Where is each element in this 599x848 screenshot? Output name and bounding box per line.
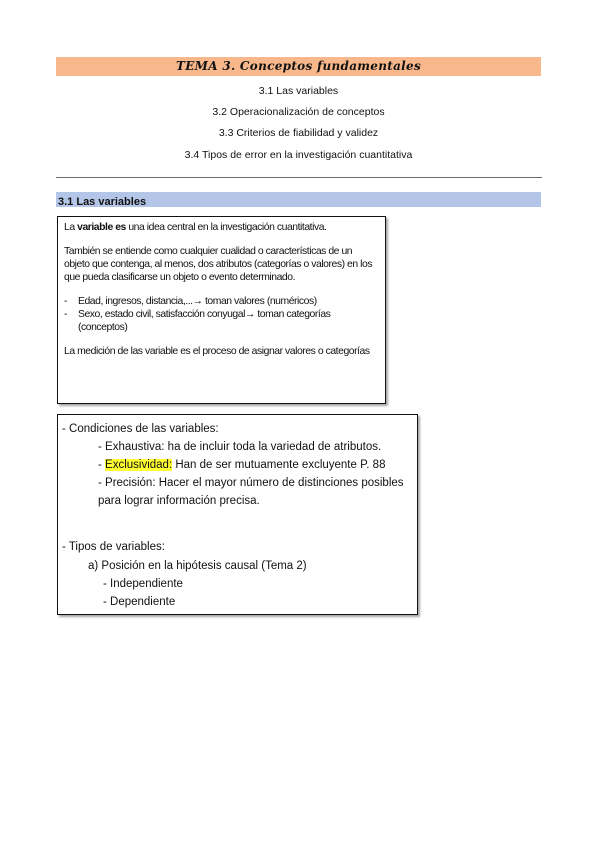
bullet-text: Edad, ingresos, distancia,...→ toman valores (numéricos): [78, 296, 317, 307]
exclusividad-highlight: Exclusividad:: [105, 459, 173, 471]
definition-paragraph: También se entiende como cualquier cualidad o características de un objeto que contenga, al menos, dos atributos (categorías o valores) en los que pueda clasificarse un objeto o evento determinado.: [64, 246, 373, 283]
conditions-heading: - Condiciones de las variables:: [62, 423, 219, 435]
definition-line: [64, 221, 379, 234]
definition-pre: La: [64, 222, 78, 233]
condition-precision-cont: para lograr información precisa.: [98, 495, 260, 507]
measurement-paragraph: La medición de las variable es el proceso de asignar valores o categorías: [64, 346, 370, 357]
tipos-posicion: a) Posición en la hipótesis causal (Tema 2): [88, 560, 307, 572]
definition-box: [57, 216, 386, 404]
conditions-box: [57, 414, 418, 615]
condition-exclusividad: [98, 457, 385, 474]
bullet-text: Sexo, estado civil, satisfacción conyugal→ toman categorías (conceptos): [78, 309, 331, 333]
bullet-item: - Edad, ingresos, distancia,...→ toman valores (numéricos): [64, 296, 317, 307]
section-heading: 3.1 Las variables: [58, 196, 147, 208]
toc-item-1: 3.1 Las variables: [258, 85, 339, 97]
tipos-heading: - Tipos de variables:: [62, 541, 165, 553]
condition-precision: - Precisión: Hacer el mayor número de distinciones posibles: [98, 477, 404, 489]
bullet-item: - Sexo, estado civil, satisfacción conyugal→ toman categorías (conceptos): [64, 308, 379, 334]
toc-item-2: 3.2 Operacionalización de conceptos: [212, 106, 385, 118]
toc-item-4: 3.4 Tipos de error en la investigación cuantitativa: [184, 149, 413, 161]
divider: [56, 177, 542, 178]
toc-item-3: 3.3 Criterios de fiabilidad y validez: [218, 127, 379, 139]
definition-post: una idea central en la investigación cuantitativa.: [125, 222, 327, 233]
condition-exhaustiva: - Exhaustiva: ha de incluir toda la variedad de atributos.: [98, 441, 382, 453]
exclusividad-dash: -: [98, 459, 106, 471]
exclusividad-text: Han de ser mutuamente excluyente P. 88: [172, 459, 386, 471]
title-bar: [56, 57, 541, 76]
tipo-item: - Dependiente: [103, 596, 176, 608]
page-title: TEMA 3. Conceptos fundamentales: [175, 59, 422, 73]
tipo-item: - Independiente: [103, 578, 183, 590]
definition-bold: variable es: [77, 222, 126, 233]
section-heading-bar: [56, 192, 541, 207]
